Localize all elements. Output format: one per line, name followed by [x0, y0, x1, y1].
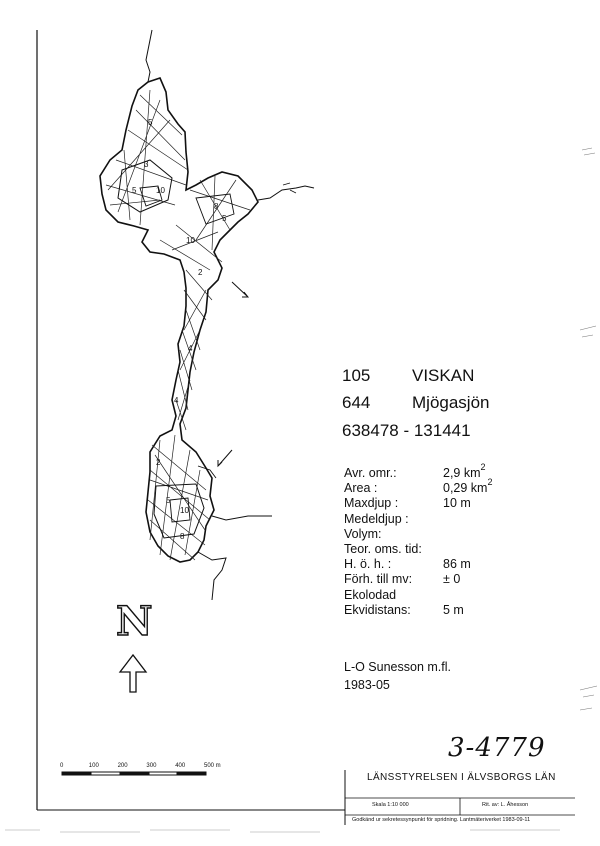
author-credit: L-O Sunesson m.fl.	[344, 660, 451, 674]
property-value-text: ± 0	[443, 572, 461, 587]
lake-shoreline	[100, 78, 258, 562]
handwritten-id: 3-4779	[448, 733, 546, 763]
north-letter: N	[116, 598, 153, 645]
scale-tick-label: 300	[146, 763, 157, 769]
depth-label: 3	[144, 160, 149, 169]
scale-tick-label: 500 m	[204, 763, 221, 769]
lake-name: Mjögasjön	[412, 393, 490, 412]
property-label: Förh. till mv:	[344, 572, 413, 587]
depth-label: 5	[222, 214, 227, 223]
depth-label: 10	[186, 236, 195, 245]
property-superscript: 2	[487, 477, 493, 488]
sounding-lines	[106, 90, 250, 560]
stamp-title: LÄNSSTYRELSEN I ÄLVSBORGS LÄN	[367, 772, 556, 783]
depth-label: 10	[156, 186, 165, 195]
property-value-text: 5 m	[443, 602, 464, 617]
property-label: H. ö. h. :	[344, 557, 392, 572]
depth-label: 2	[198, 268, 203, 277]
property-superscript: 2	[480, 462, 486, 472]
property-value	[443, 477, 493, 497]
property-label: Avr. omr.:	[344, 466, 397, 480]
region-code: 105	[342, 366, 371, 385]
stamp-approval: Godkänd ur sekretessynpunkt för spridning. Lantmäteriverket 1983-09-11	[352, 817, 531, 823]
scale-bar	[62, 772, 206, 775]
north-arrow-icon	[120, 655, 146, 692]
inflow-arrow	[232, 282, 248, 297]
depth-label: 4	[188, 344, 193, 353]
river-name: VISKAN	[412, 366, 475, 385]
side-arrow	[218, 450, 232, 466]
property-label: Volym:	[344, 526, 382, 541]
depth-label: 8	[214, 202, 219, 211]
property-value-text: 10 m	[443, 496, 471, 511]
property-value-text: 2,9 km	[443, 466, 481, 480]
map-coordinates: 638478 - 131441	[342, 421, 471, 440]
depth-label: 10	[180, 506, 189, 515]
property-label: Medeldjup :	[344, 511, 409, 526]
stamp-drawn-by: Rit. av: L. Åhesson	[482, 802, 529, 808]
east-stream	[258, 186, 314, 200]
outflow-stream	[198, 552, 226, 600]
property-label: Teor. oms. tid:	[344, 542, 422, 556]
depth-label: 8	[180, 532, 185, 541]
property-value	[443, 496, 471, 512]
depth-label: 4	[174, 396, 179, 405]
property-label: Ekvidistans:	[344, 602, 411, 617]
property-label: Maxdjup :	[344, 496, 399, 511]
stamp-scale: Skala 1:10 000	[372, 802, 409, 808]
scale-tick-label: 100	[88, 763, 99, 769]
scale-tick-label: 200	[117, 763, 128, 769]
property-value	[443, 572, 460, 588]
scale-tick-label: 0	[60, 763, 64, 769]
depth-label: 5	[166, 496, 171, 505]
property-value-text: 86 m	[443, 557, 471, 572]
property-label: Area :	[344, 481, 378, 496]
side-stream	[212, 516, 272, 520]
depth-label: 5	[132, 186, 137, 195]
property-value	[443, 603, 464, 619]
property-value	[443, 462, 486, 482]
property-label: Ekolodad	[344, 587, 397, 602]
property-value	[443, 557, 471, 573]
scale-tick-label: 400	[175, 763, 186, 769]
lake-code: 644	[342, 393, 371, 412]
depth-label: 2	[156, 458, 161, 467]
inflow-stream	[146, 30, 152, 82]
depth-label: 5	[148, 118, 153, 127]
property-value-text: 0,29 km	[443, 481, 488, 496]
survey-date: 1983-05	[344, 678, 390, 692]
